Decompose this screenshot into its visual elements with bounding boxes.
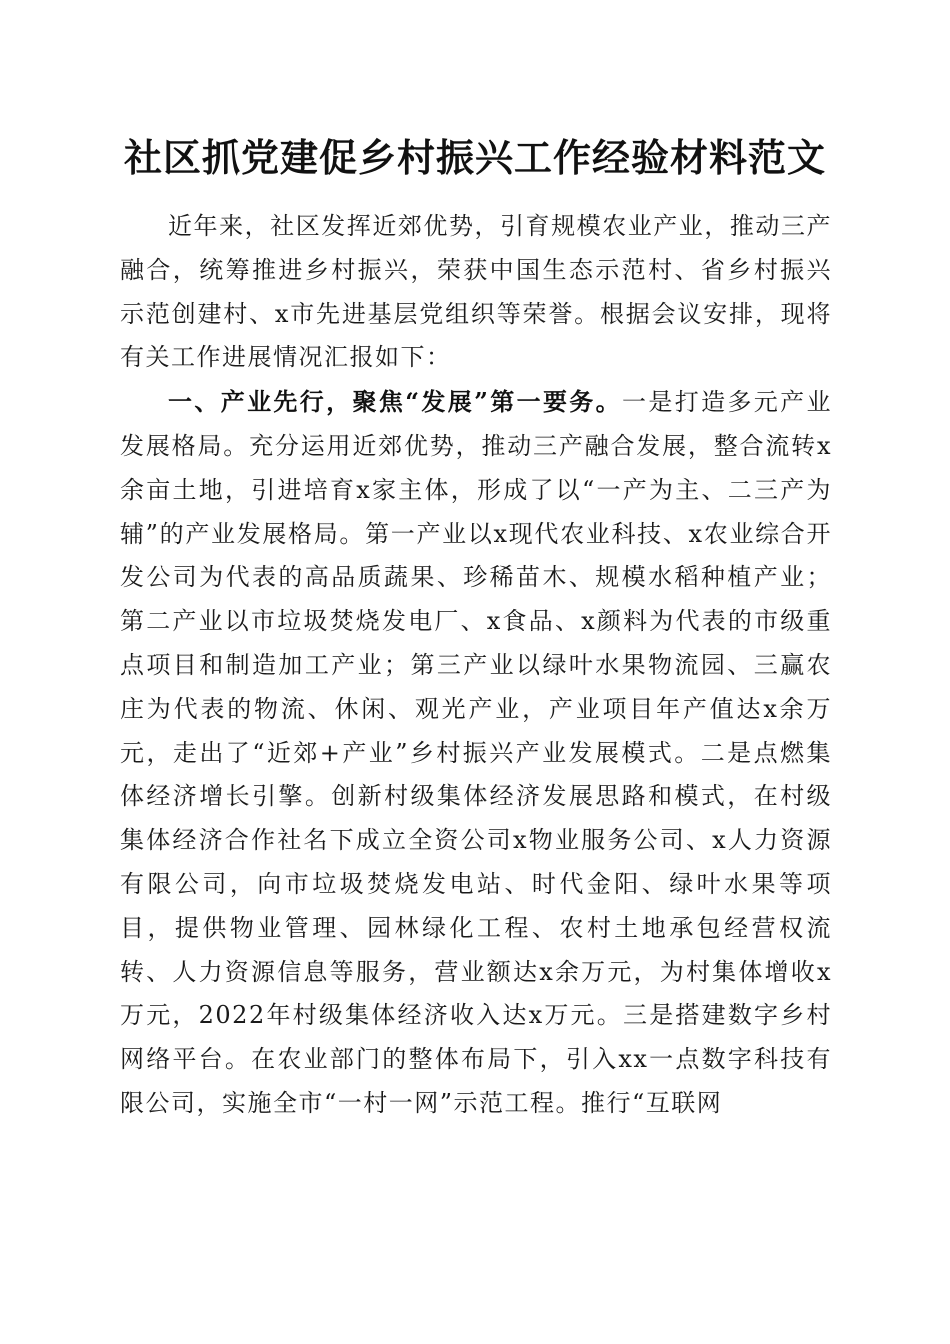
section-1-paragraph xyxy=(120,380,832,1126)
document-title: 社区抓党建促乡村振兴工作经验材料范文 xyxy=(123,135,826,180)
intro-paragraph-text: 近年来，社区发挥近郊优势，引育规模农业产业，推动三产融合，统筹推进乡村振兴，荣获中国生态示范村、省乡村振兴示范创建村、x市先进基层党组织等荣誉。根据会议安排，现将有关工作进展情况汇报如下： xyxy=(120,212,832,372)
section-1-heading: 一、产业先行，聚焦“发展”第一要务。 xyxy=(168,387,623,417)
section-1-text: 一是打造多元产业发展格局。充分运用近郊优势，推动三产融合发展，整合流转x余亩土地，引进培育x家主体，形成了以“一产为主、二三产为辅”的产业发展格局。第一产业以x现代农业科技、x农业综合开发公司为代表的高品质蔬果、珍稀苗木、规模水稻种植产业；第二产业以市垃圾焚烧发电厂、x食品、x颜料为代表的市级重点项目和制造加工产业；第三产业以绿叶水果物流园、三赢农庄为代表的物流、休闲、观光产业，产业项目年产值达x余万元，走出了“近郊+产业”乡村振兴产业发展模式。二是点燃集体经济增长引擎。创新村级集体经济发展思路和模式，在村级集体经济合作社名下成立全资公司x物业服务公司、x人力资源有限公司，向市垃圾焚烧发电站、时代金阳、绿叶水果等项目，提供物业管理、园林绿化工程、农村土地承包经营权流转、人力资源信息等服务，营业额达x余万元，为村集体增收x万元，2022年村级集体经济收入达x万元。三是搭建数字乡村网络平台。在农业部门的整体布局下，引入xx一点数字科技有限公司，实施全市“一村一网”示范工程。推行“互联网 xyxy=(120,388,833,1117)
document-body xyxy=(120,205,832,1126)
intro-paragraph xyxy=(120,205,832,380)
